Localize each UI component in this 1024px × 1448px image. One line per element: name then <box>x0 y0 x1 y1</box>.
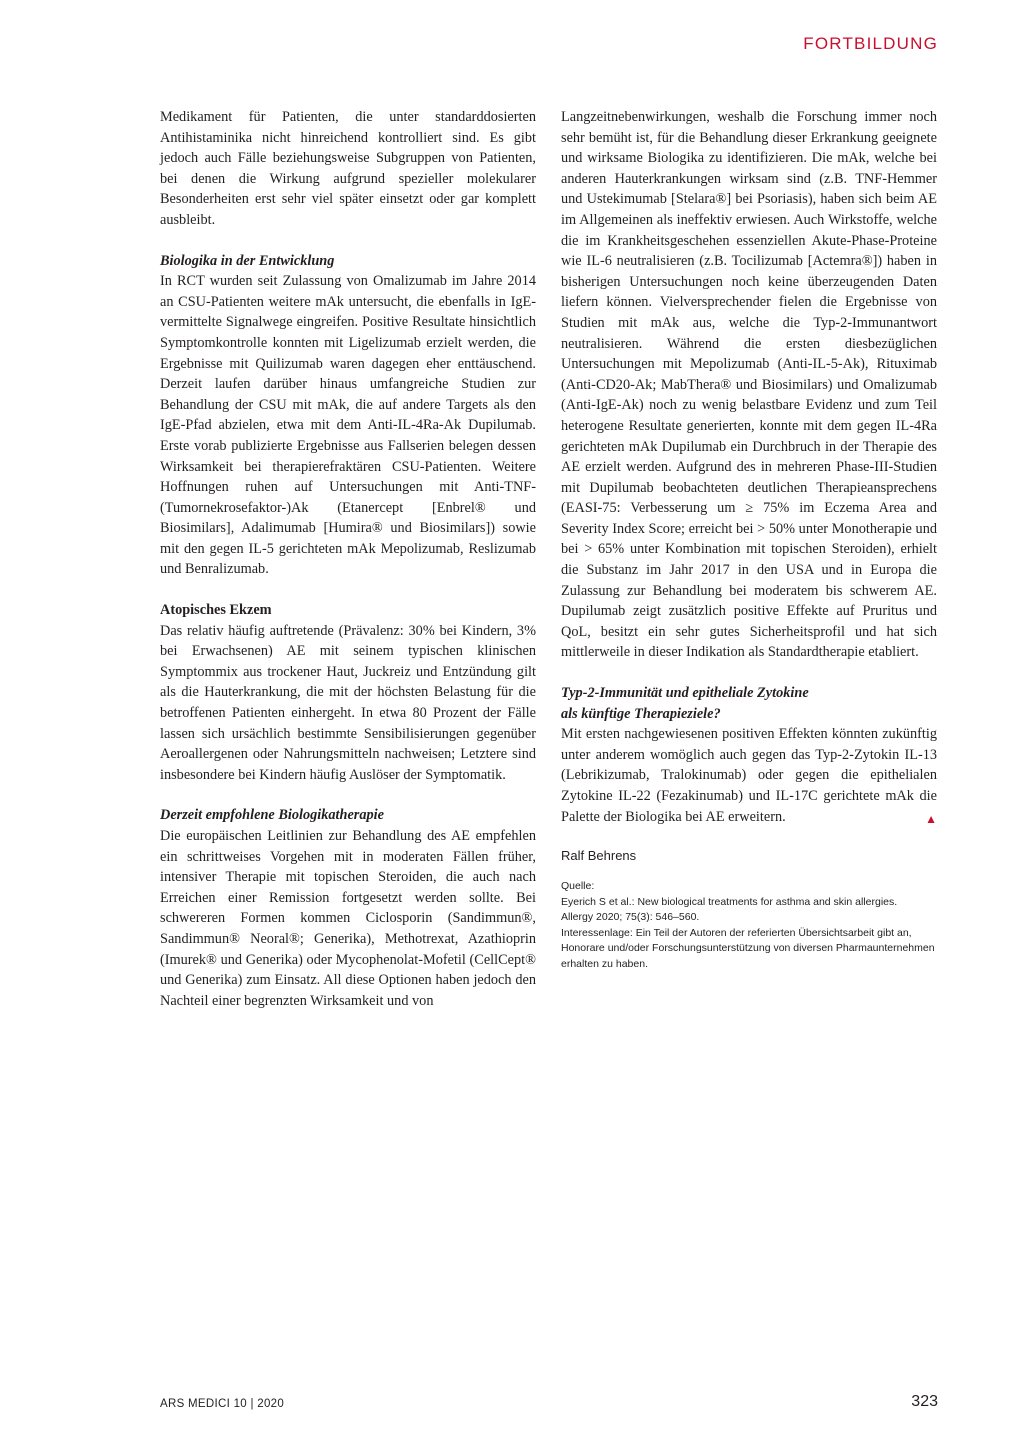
paragraph-text: Mit ersten nachgewiesenen positiven Effekten könnten zukünftig unter anderem womöglich auch gegen das Typ-2-Zytokin IL-13 (Lebrikizumab, Tralokinumab) oder gegen die epithelialen Zytokine IL-22 (Fezakinumab) und IL-17C gerichtete mAk die Palette der Biologika bei AE erweitern. <box>561 726 937 825</box>
source-citation: Eyerich S et al.: New biological treatments for asthma and skin allergies. <box>561 895 898 908</box>
source-citation: Allergy 2020; 75(3): 546–560. <box>561 911 700 924</box>
journal-footer: ARS MEDICI 10 | 2020 <box>160 1398 285 1410</box>
subheading: Derzeit empfohlene Biologikatherapie <box>160 807 384 824</box>
source-block <box>561 879 937 972</box>
source-label: Quelle: <box>561 880 595 893</box>
subheading <box>561 683 937 724</box>
interest-statement: Interessenlage: Ein Teil der Autoren der referierten Übersichtsarbeit gibt an, Honorare und/oder Forschungsunterstützung von diversen Pharmaunternehmen erhalten zu haben. <box>561 926 935 970</box>
end-triangle-icon: ▲ <box>925 811 937 826</box>
paragraph <box>561 724 937 827</box>
paragraph: In RCT wurden seit Zulassung von Omalizumab im Jahre 2014 an CSU-Patienten weitere mAk untersucht, die ebenfalls in IgE-vermittelte Signalwege eingreifen. Positive Resultate hinsichtlich Symptomkontrolle konnten mit Ligelizumab erzielt werden, die Ergebnisse mit Quilizumab waren dagegen eher enttäuschend. Derzeit laufen darüber hinaus umfangreiche Studien zur Behandlung der CSU mit mAk, die auf andere Targets als den IgE-Pfad abzielen, etwa mit dem Anti-IL-4Ra-Ak Dupilumab. Erste vorab publizierte Ergebnisse aus Fallserien belegen dessen Wirksamkeit bei therapierefraktären CSU-Patienten. Weitere Hoffnungen ruhen auf Untersuchungen mit Anti-TNF-(Tumornekrosefaktor-)Ak (Etanercept [Enbrel® und Biosimilars], Adalimumab [Humira® und Biosimilars]) sowie mit den gegen IL-5 gerichteten mAk Mepolizumab, Reslizumab und Benralizumab. <box>160 273 536 578</box>
author: Ralf Behrens <box>561 848 637 864</box>
subheading-line: Typ-2-Immunität und epitheliale Zytokine <box>561 685 809 702</box>
paragraph: Die europäischen Leitlinien zur Behandlung des AE empfehlen ein schrittweises Vorgehen mit in moderaten Fällen früher, intensiver Therapie mit topischen Steroiden, die auch nach Erreichen einer Remission fortgesetzt werden sollte. Bei schwereren Formen kommen Ciclosporin (Sandimmun®, Sandimmun® Neoral®; Generika), Methotrexat, Azathioprin (Imurek® und Generika) oder Mycophenolat-Mofetil (CellCept® und Generika) zum Einsatz. All diese Optionen haben jedoch den Nachteil einer begrenzten Wirksamkeit und von <box>160 828 536 1009</box>
left-column <box>160 107 536 1011</box>
paragraph: Langzeitnebenwirkungen, weshalb die Forschung immer noch sehr bemüht ist, für die Behandlung dieser Erkrankung geeignete und wirksame Biologika zu identifizieren. Die mAk, welche bei anderen Hauterkrankungen wirksam sind (z.B. TNF-Hemmer und Ustekimumab [Stelara®] bei Psoriasis), haben sich beim AE im Allgemeinen als ineffektiv erwiesen. Auch Wirkstoffe, welche die im Krankheitsgeschehen essenziellen Akute-Phase-Proteine wie IL-6 neutralisieren (z.B. Tocilizumab [Actemra®]) haben in bisherigen Untersuchungen noch keine überzeugenden Daten liefern können. Vielversprechender fielen die Ergebnisse von Studien mit mAk aus, welche die Typ-2-Immunantwort neutralisieren. Während die ersten diesbezüglichen Untersuchungen mit Mepolizumab (Anti-IL-5-Ak), Rituximab (Anti-CD20-Ak; MabThera® und Biosimilars) und Omalizumab (Anti-IgE-Ak) noch zu wenig belastbare Evidenz und zum Teil heterogene Resultate generierten, konnte mit dem gegen IL-4Ra gerichteten mAk Dupilumab ein Durchbruch in der Therapie des AE erzielt werden. Aufgrund des in mehreren Phase-III-Studien mit Dupilumab beobachteten deutlichen Therapieansprechens (EASI-75: Verbesserung um ≥ 75% im Eczema Area and Severity Index Score; erreicht bei > 50% unter Monotherapie und bei > 65% unter Kombination mit topischen Steroiden), erhielt die Substanz im Jahr 2017 in den USA und in Europa die Zulassung zur Behandlung bei moderatem bis schwerem AE. Dupilumab zeigt zusätzlich positive Effekte auf Pruritus und QoL, besitzt ein sehr gutes Sicherheitsprofil und hat sich mittlerweile in dieser Indikation als Standardtherapie etabliert. <box>561 109 937 661</box>
subheading-line: als künftige Therapieziele? <box>561 705 721 722</box>
right-column <box>561 107 937 972</box>
section-label: FORTBILDUNG <box>803 34 938 53</box>
subheading: Atopisches Ekzem <box>160 602 272 619</box>
page-number: 323 <box>911 1393 938 1410</box>
paragraph: Das relativ häufig auftretende (Prävalenz: 30% bei Kindern, 3% bei Erwachsenen) AE mit seinem typischen klinischen Symptommix aus trockener Haut, Juckreiz und Entzündung gilt als die Hauterkrankung, die mit der höchsten Belastung für die betroffenen Patienten einhergeht. In etwa 80 Prozent der Fälle lassen sich ursächlich bestimmte Sensibilisierungen gegenüber Aeroallergenen oder Nahrungsmitteln nachweisen; Letztere sind insbesondere bei Kindern häufig Auslöser der Symptomatik. <box>160 622 536 783</box>
paragraph: Medikament für Patienten, die unter standarddosierten Antihistaminika nicht hinreichend kontrolliert sind. Es gibt jedoch auch Fälle beziehungsweise Subgruppen von Patienten, bei denen die Wirkung aufgrund spezieller molekularer Besonderheiten erst sehr viel später einsetzt oder gar komplett ausbleibt. <box>160 109 536 228</box>
subheading: Biologika in der Entwicklung <box>160 252 335 269</box>
